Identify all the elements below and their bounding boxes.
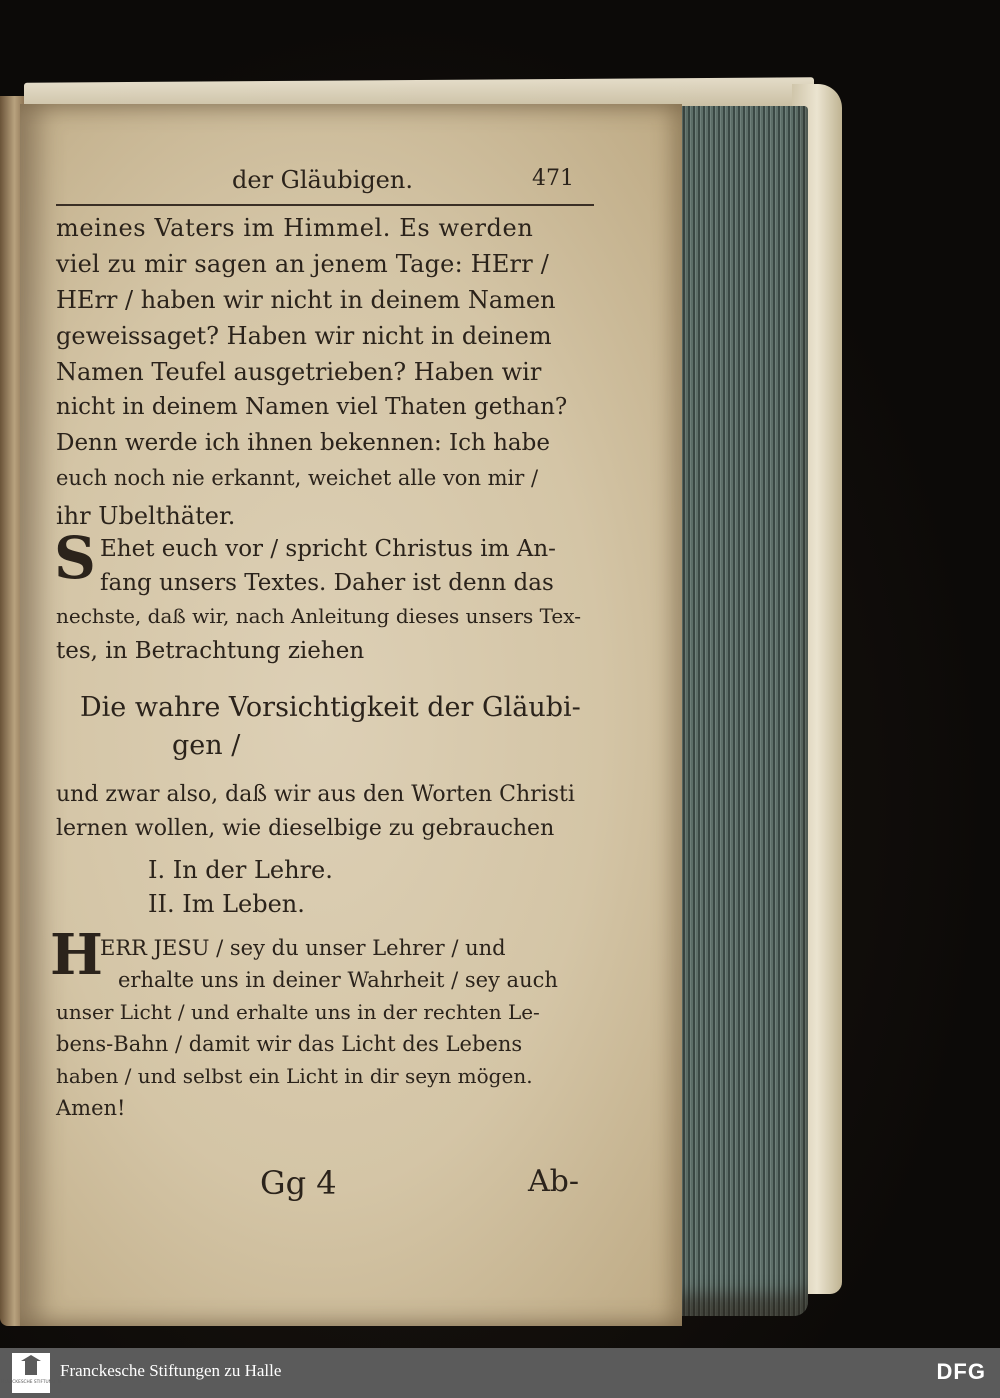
prayer-line: erhalte uns in deiner Wahrheit / sey auch <box>118 968 558 992</box>
body-line: HErr / haben wir nicht in deinem Namen <box>56 286 556 314</box>
dfg-logo: DFG <box>936 1359 986 1384</box>
body-line: meines Vaters im Himmel. Es werden <box>56 214 534 242</box>
body-line: ihr Ubelthäter. <box>56 502 236 530</box>
intro-line: lernen wollen, wie dieselbige zu gebrauchen <box>56 816 555 841</box>
intro-line: und zwar also, daß wir aus den Worten Christi <box>56 782 575 807</box>
outline-item: I. In der Lehre. <box>148 856 333 884</box>
page-block-edge <box>676 106 808 1316</box>
prayer-line: Amen! <box>56 1096 126 1120</box>
prayer-line: unser Licht / und erhalte uns in der rechten Le- <box>56 1000 540 1024</box>
body-line: Namen Teufel ausgetrieben? Haben wir <box>56 358 542 386</box>
page-number: 471 <box>532 166 574 191</box>
section-heading: Die wahre Vorsichtigkeit der Gläubi- <box>80 692 581 723</box>
paragraph-line: nechste, daß wir, nach Anleitung dieses unsers Tex- <box>56 604 581 628</box>
logo-caption: FRANCKESCHE STIFTUNGEN <box>0 1380 62 1385</box>
body-line: geweissaget? Haben wir nicht in deinem <box>56 322 552 350</box>
institution-logo-icon <box>0 1353 62 1393</box>
institution-name: Franckesche Stiftungen zu Halle <box>60 1361 282 1380</box>
head-rule <box>56 204 594 206</box>
outline-item: II. Im Leben. <box>148 890 305 918</box>
paragraph-line: Ehet euch vor / spricht Christus im An- <box>100 536 556 562</box>
paragraph-line: fang unsers Textes. Daher ist denn das <box>100 570 554 596</box>
body-line: euch noch nie erkannt, weichet alle von mir / <box>56 466 539 490</box>
body-line: nicht in deinem Namen viel Thaten gethan? <box>56 394 568 420</box>
body-line: Denn werde ich ihnen bekennen: Ich habe <box>56 430 550 456</box>
paragraph-line: tes, in Betrachtung ziehen <box>56 638 365 664</box>
running-head: der Gläubigen. <box>232 166 413 194</box>
book-page <box>20 104 682 1326</box>
prayer-line: bens-Bahn / damit wir das Licht des Lebens <box>56 1032 523 1056</box>
catchword: Ab- <box>528 1164 580 1199</box>
prayer-line: haben / und selbst ein Licht in dir seyn mögen. <box>56 1064 533 1088</box>
prayer-drop-cap: H <box>50 922 103 988</box>
signature-mark: Gg 4 <box>260 1164 337 1202</box>
footer-bar <box>0 1348 1000 1398</box>
section-heading: gen / <box>172 730 241 761</box>
paragraph-drop-cap: S <box>54 524 96 592</box>
prayer-line: ERR JESU / sey du unser Lehrer / und <box>100 936 506 960</box>
body-line: viel zu mir sagen an jenem Tage: HErr / <box>56 250 550 278</box>
